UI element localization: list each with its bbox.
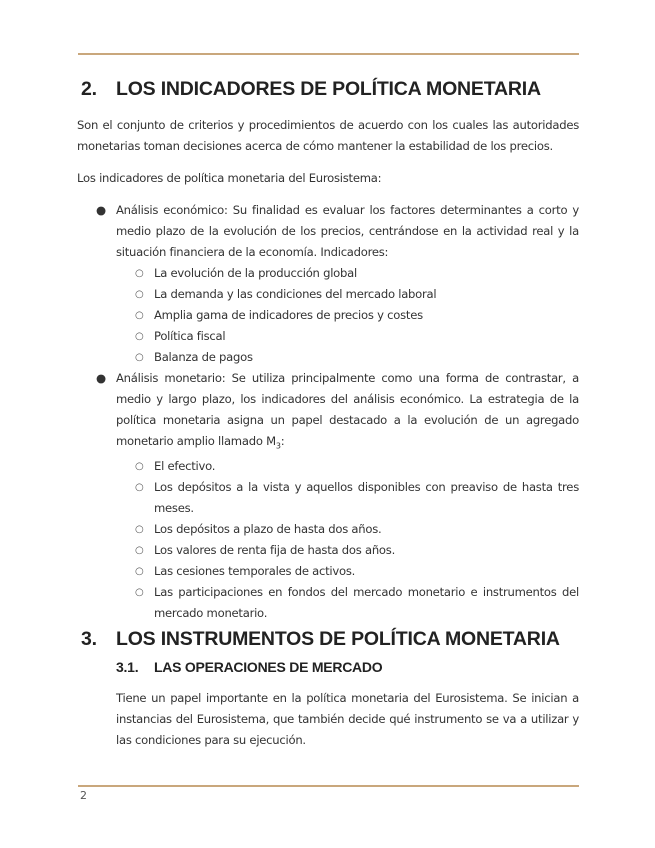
- list-item: [77, 200, 579, 368]
- item-text: Los depósitos a la vista y aquellos disponibles con preaviso de hasta tres meses.: [154, 480, 579, 516]
- item-text: Los valores de renta fija de hasta dos años.: [154, 543, 395, 558]
- list-item: [116, 326, 579, 347]
- bullet-icon: ●: [96, 371, 106, 385]
- subsection-number: 3.1.: [116, 658, 139, 675]
- circle-bullet-icon: ○: [135, 566, 144, 578]
- item-text: Análisis monetario: Se utiliza principalmente como una forma de contrastar, a medio y largo plazo, los indicadores del análisis económico. La estrategia de la política monetaria asigna un papel destacado a la evolución de un agregado monetario amplio llamado M: [116, 371, 579, 448]
- header-rule: [78, 53, 579, 55]
- item-text: Análisis económico: Su finalidad es evaluar los factores determinantes a corto y medio plazo de la evolución de los precios, centrándose en la actividad real y la situación financiera de la economía. Indicadores:: [116, 203, 579, 259]
- section-title: LOS INDICADORES DE POLÍTICA MONETARIA: [116, 77, 541, 100]
- item-text: Amplia gama de indicadores de precios y costes: [154, 308, 423, 322]
- list-item: [116, 456, 579, 477]
- circle-bullet-icon: ○: [135, 289, 144, 300]
- section-number: 2.: [81, 77, 97, 100]
- subsection-3-1-heading: [116, 654, 579, 680]
- circle-bullet-icon: ○: [135, 352, 144, 363]
- section-2-heading: [77, 74, 579, 104]
- list-item: [116, 305, 579, 326]
- list-item: [116, 347, 579, 368]
- list-item: [116, 519, 579, 540]
- circle-bullet-icon: ○: [135, 461, 144, 473]
- item-text: Balanza de pagos: [154, 350, 253, 364]
- list-item: [116, 582, 579, 624]
- list-item: [116, 263, 579, 284]
- punctuation: :: [280, 434, 285, 448]
- list-item: [116, 284, 579, 305]
- item-text: La demanda y las condiciones del mercado laboral: [154, 287, 437, 301]
- circle-bullet-icon: ○: [135, 331, 144, 342]
- list-item: [116, 561, 579, 582]
- page-number: 2: [80, 789, 87, 802]
- subsection-paragraph: Tiene un papel importante en la política monetaria del Eurosistema. Se inician a instancias del Eurosistema, que también decide qué instrumento se va a utilizar y las condiciones para su ejecución.: [116, 691, 579, 748]
- lead-paragraph: Los indicadores de política monetaria del Eurosistema:: [77, 171, 382, 185]
- circle-bullet-icon: ○: [135, 545, 144, 557]
- intro-paragraph: Son el conjunto de criterios y procedimientos de acuerdo con los cuales las autoridades monetarias toman decisiones acerca de cómo mantener la estabilidad de los precios.: [77, 118, 579, 153]
- item-text: Política fiscal: [154, 329, 226, 343]
- circle-bullet-icon: ○: [135, 268, 144, 279]
- list-item: [77, 368, 579, 624]
- bullet-icon: ●: [96, 203, 106, 217]
- item-text: Las participaciones en fondos del mercado monetario e instrumentos del mercado monetario.: [154, 585, 579, 621]
- circle-bullet-icon: ○: [135, 587, 144, 599]
- section-title: LOS INSTRUMENTOS DE POLÍTICA MONETARIA: [116, 627, 560, 650]
- sub-list: [116, 263, 579, 368]
- page-content: [77, 74, 579, 751]
- subscript: 3: [275, 441, 281, 451]
- sub-list: [116, 456, 579, 624]
- list-item: [116, 540, 579, 561]
- item-text: La evolución de la producción global: [154, 266, 357, 280]
- section-number: 3.: [81, 627, 97, 650]
- circle-bullet-icon: ○: [135, 482, 144, 494]
- circle-bullet-icon: ○: [135, 310, 144, 321]
- item-text: Los depósitos a plazo de hasta dos años.: [154, 522, 382, 537]
- indicator-list: [77, 200, 579, 624]
- circle-bullet-icon: ○: [135, 524, 144, 536]
- footer-rule: [78, 785, 579, 787]
- list-item: [116, 477, 579, 519]
- section-3-heading: [77, 624, 579, 654]
- item-text: El efectivo.: [154, 459, 216, 474]
- subsection-title: LAS OPERACIONES DE MERCADO: [154, 658, 383, 675]
- item-text: Las cesiones temporales de activos.: [154, 564, 356, 579]
